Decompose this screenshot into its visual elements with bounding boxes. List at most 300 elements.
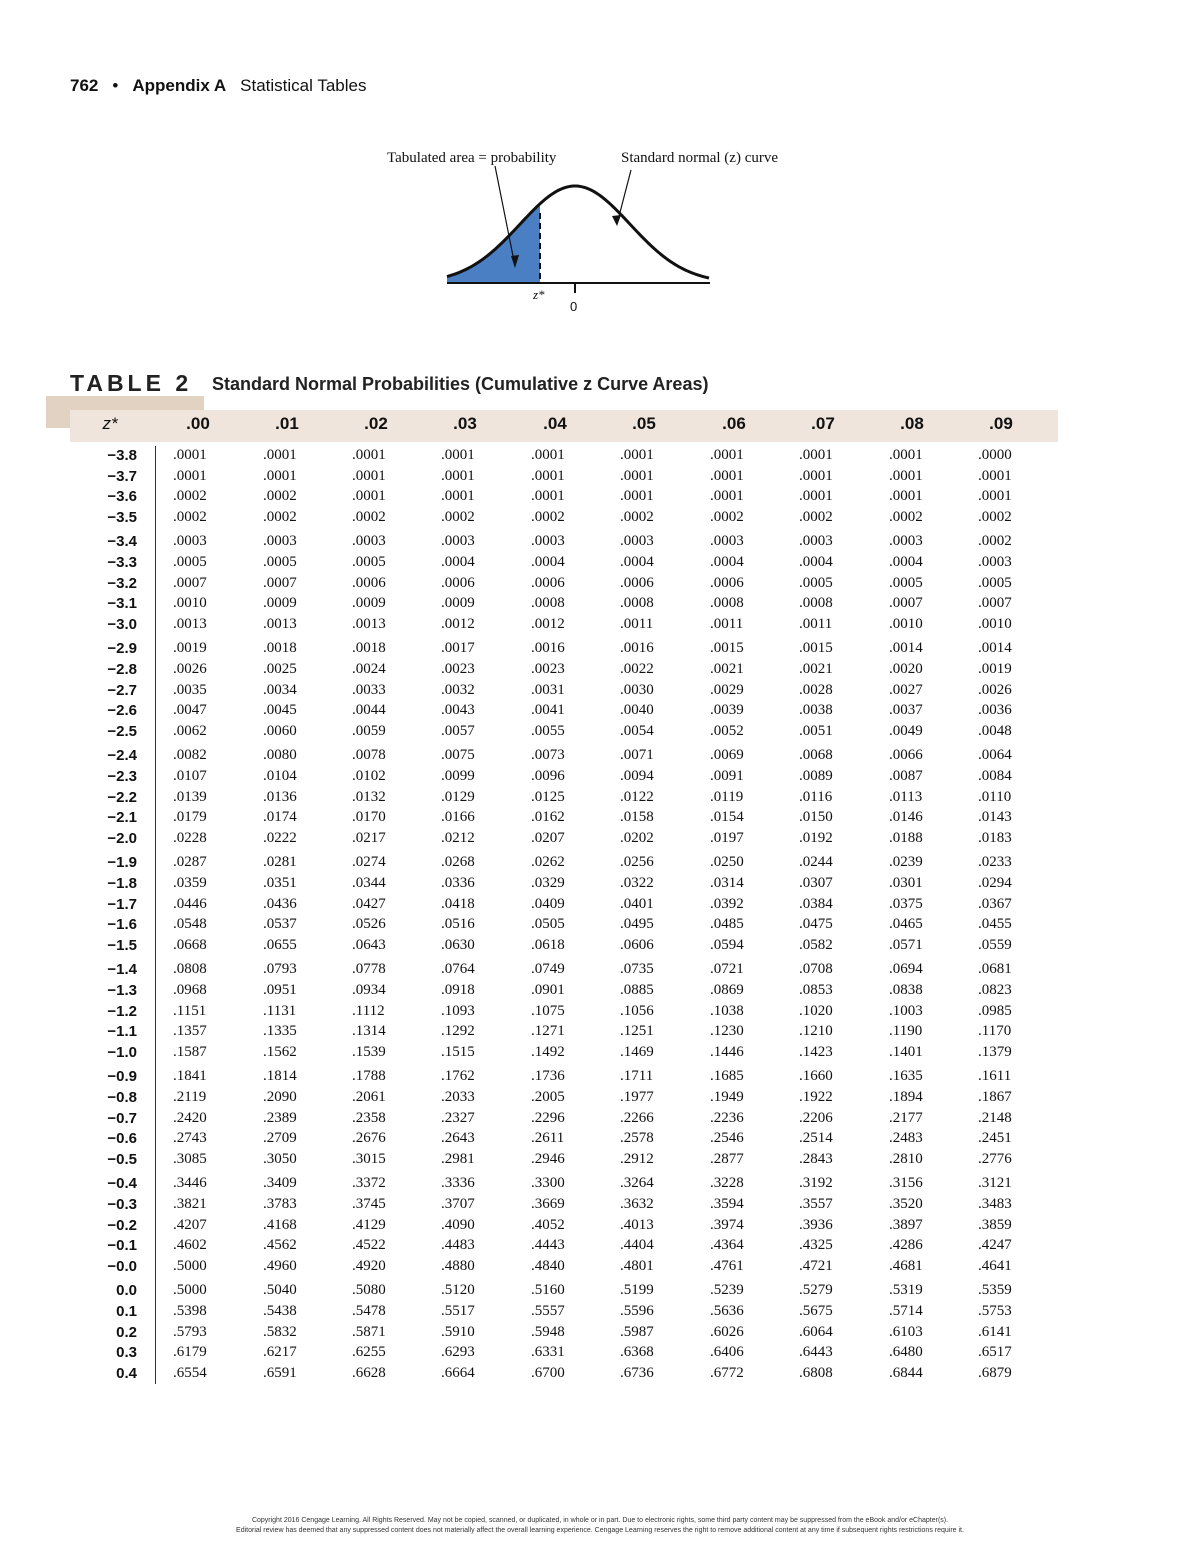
table-cell: .1949: [710, 1089, 744, 1105]
table-cell: .6103: [889, 1323, 923, 1340]
table-cell: .0192: [799, 829, 833, 846]
table-cell: .0005: [799, 574, 833, 591]
table-cell: .0003: [889, 533, 923, 550]
table-cell: .0094: [620, 768, 654, 784]
table-cell: .0001: [889, 488, 923, 505]
table-cell: .2483: [889, 1130, 923, 1147]
table-cell: .5478: [352, 1303, 386, 1319]
z-value-label: −1.9: [107, 854, 137, 872]
table-caption: Standard Normal Probabilities (Cumulative z Curve Areas): [212, 374, 709, 394]
table-cell: .0022: [620, 661, 654, 677]
table-cell: .3897: [889, 1216, 923, 1233]
table-cell: .6808: [799, 1364, 833, 1381]
page-number: 762: [70, 76, 99, 95]
table-cell: .0002: [263, 508, 297, 525]
table-cell: .0122: [620, 788, 654, 805]
table-cell: .0002: [710, 508, 744, 525]
table-cell: .0409: [531, 895, 565, 912]
table-cell: .3156: [889, 1175, 923, 1192]
table-cell: .1814: [263, 1068, 297, 1085]
table-cell: .0015: [799, 640, 833, 657]
table-cell: .0951: [263, 982, 297, 998]
table-cell: .5359: [978, 1282, 1012, 1299]
table-cell: .0075: [441, 747, 475, 764]
table-cell: .0009: [352, 595, 386, 612]
z-value-label: −0.3: [107, 1196, 137, 1213]
z-value-label: −2.7: [107, 681, 137, 699]
table-cell: .0233: [978, 854, 1012, 871]
table-cell: .0001: [441, 467, 475, 484]
table-cell: .0287: [173, 854, 207, 871]
table-cell: .0099: [441, 768, 475, 784]
table-cell: .3974: [710, 1216, 744, 1233]
table-cell: .1075: [531, 1002, 565, 1019]
table-cell: .5832: [263, 1323, 297, 1340]
table-cell: .0571: [889, 936, 923, 953]
table-cell: .0013: [352, 615, 386, 632]
table-cell: .4090: [441, 1216, 475, 1233]
table-cell: .4325: [799, 1237, 833, 1254]
table-cell: .0012: [531, 615, 565, 632]
table-cell: .0559: [978, 936, 1012, 953]
table-cell: .0174: [263, 809, 297, 826]
zstar-label: z*: [533, 287, 545, 302]
table-cell: .2843: [799, 1150, 833, 1167]
table-cell: .6026: [710, 1323, 744, 1340]
table-cell: .0401: [620, 895, 654, 912]
table-cell: .1093: [441, 1002, 475, 1019]
table-cell: .0188: [889, 829, 923, 846]
table-cell: .0384: [799, 895, 833, 912]
table-cell: .0091: [710, 768, 744, 784]
table-cell: .1469: [620, 1043, 654, 1060]
table-cell: .1314: [352, 1023, 386, 1040]
table-cell: .0268: [441, 854, 475, 871]
table-cell: .0475: [799, 916, 833, 933]
table-cell: .0055: [531, 722, 565, 739]
table-cell: .0004: [889, 554, 923, 570]
z-value-label: −2.4: [107, 747, 137, 765]
zero-label: 0: [570, 299, 578, 314]
z-value-label: −1.4: [107, 961, 137, 979]
normal-curve-svg: [385, 148, 815, 323]
table-cell: .2119: [173, 1089, 207, 1105]
z-value-label: −1.5: [107, 936, 137, 954]
table-cell: .6331: [531, 1344, 565, 1361]
table-cell: .0001: [799, 447, 833, 463]
z-value-label: 0.3: [116, 1344, 137, 1362]
table-cell: .1003: [889, 1002, 923, 1019]
table-cell: .0036: [978, 702, 1012, 719]
z-value-label: −1.1: [107, 1023, 137, 1041]
table-cell: .0041: [531, 702, 565, 719]
z-value-label: −0.8: [107, 1089, 137, 1106]
z-column-rule: [155, 446, 156, 1384]
table-cell: .0004: [799, 554, 833, 570]
table-cell: .0495: [620, 916, 654, 933]
table-cell: .2389: [263, 1109, 297, 1126]
table-cell: .4641: [978, 1257, 1012, 1274]
table-cell: .0089: [799, 768, 833, 784]
table-cell: .0013: [263, 615, 297, 632]
table-cell: .5000: [173, 1282, 207, 1299]
z-value-label: −3.5: [107, 508, 137, 526]
table-cell: .3483: [978, 1196, 1012, 1212]
table-cell: .0465: [889, 916, 923, 933]
table-cell: .0051: [799, 722, 833, 739]
table-cell: .0113: [889, 788, 923, 805]
table-cell: .0032: [441, 681, 475, 698]
table-cell: .0006: [620, 574, 654, 591]
table-cell: .1611: [978, 1068, 1012, 1085]
table-cell: .0078: [352, 747, 386, 764]
table-cell: .2420: [173, 1109, 207, 1126]
z-value-label: −1.2: [107, 1002, 137, 1020]
table-cell: .0007: [173, 574, 207, 591]
table-cell: .0009: [441, 595, 475, 612]
table-cell: .0901: [531, 982, 565, 998]
table-cell: .2776: [978, 1150, 1012, 1167]
table-cell: .3409: [263, 1175, 297, 1192]
table-cell: .1539: [352, 1043, 386, 1060]
table-cell: .0010: [889, 615, 923, 632]
table-cell: .3594: [710, 1196, 744, 1212]
table-cell: .0006: [352, 574, 386, 591]
z-value-label: −1.7: [107, 895, 137, 913]
table-title: [70, 370, 709, 397]
table-cell: .4801: [620, 1257, 654, 1274]
table-cell: .0003: [173, 533, 207, 550]
z-value-label: −0.7: [107, 1109, 137, 1127]
table-cell: .1788: [352, 1068, 386, 1085]
column-header: .02: [364, 414, 388, 433]
table-cell: .0035: [173, 681, 207, 698]
table-cell: .0021: [710, 661, 744, 677]
table-cell: .0314: [710, 875, 744, 891]
table-cell: .1685: [710, 1068, 744, 1085]
table-cell: .0582: [799, 936, 833, 953]
table-cell: .0028: [799, 681, 833, 698]
table-cell: .0002: [799, 508, 833, 525]
z-value-label: −2.9: [107, 640, 137, 658]
table-cell: .0001: [620, 467, 654, 484]
table-cell: .0001: [263, 447, 297, 463]
table-cell: .0013: [173, 615, 207, 632]
table-cell: .3085: [173, 1150, 207, 1167]
table-cell: .1867: [978, 1089, 1012, 1105]
table-cell: .0038: [799, 702, 833, 719]
table-cell: .0009: [263, 595, 297, 612]
column-header: .04: [543, 414, 567, 433]
table-cell: .0708: [799, 961, 833, 978]
table-cell: .2061: [352, 1089, 386, 1105]
table-cell: .0073: [531, 747, 565, 764]
table-cell: .0004: [620, 554, 654, 570]
table-cell: .0793: [263, 961, 297, 978]
table-cell: .2611: [531, 1130, 565, 1147]
table-cell: .4013: [620, 1216, 654, 1233]
table-cell: .0344: [352, 875, 386, 891]
table-cell: .3446: [173, 1175, 207, 1192]
table-cell: .5199: [620, 1282, 654, 1299]
table-cell: .0024: [352, 661, 386, 677]
z-value-label: −3.1: [107, 595, 137, 613]
table-cell: .0001: [441, 488, 475, 505]
table-cell: .0037: [889, 702, 923, 719]
z-value-label: −3.0: [107, 615, 137, 633]
table-cell: .0104: [263, 768, 297, 784]
table-cell: .0002: [173, 508, 207, 525]
table-cell: .0005: [173, 554, 207, 570]
table-cell: .2643: [441, 1130, 475, 1147]
table-cell: .0023: [441, 661, 475, 677]
table-cell: .0256: [620, 854, 654, 871]
table-cell: .0217: [352, 829, 386, 846]
table-cell: .5160: [531, 1282, 565, 1299]
table-cell: .0934: [352, 982, 386, 998]
table-cell: .0594: [710, 936, 744, 953]
table-cell: .2877: [710, 1150, 744, 1167]
table-cell: .0119: [710, 788, 744, 805]
table-cell: .0146: [889, 809, 923, 826]
table-cell: .0505: [531, 916, 565, 933]
table-cell: .4247: [978, 1237, 1012, 1254]
table-cell: .2266: [620, 1109, 654, 1126]
table-cell: .0014: [978, 640, 1012, 657]
table-cell: .0010: [173, 595, 207, 612]
table-cell: .3050: [263, 1150, 297, 1167]
table-cell: .1056: [620, 1002, 654, 1019]
table-cell: .3336: [441, 1175, 475, 1192]
table-cell: .5080: [352, 1282, 386, 1299]
table-cell: .0021: [799, 661, 833, 677]
table-cell: .2451: [978, 1130, 1012, 1147]
table-cell: .0016: [620, 640, 654, 657]
table-cell: .0392: [710, 895, 744, 912]
table-cell: .0002: [978, 533, 1012, 550]
table-cell: .1190: [889, 1023, 923, 1040]
z-value-label: −3.2: [107, 574, 137, 592]
table-cell: .0351: [263, 875, 297, 891]
table-cell: .0003: [710, 533, 744, 550]
table-cell: .0007: [978, 595, 1012, 612]
table-cell: .3632: [620, 1196, 654, 1212]
table-cell: .0001: [352, 488, 386, 505]
table-cell: .0003: [441, 533, 475, 550]
table-cell: .5438: [263, 1303, 297, 1319]
column-header: .07: [811, 414, 835, 433]
table-cell: .2206: [799, 1109, 833, 1126]
table-cell: .0008: [710, 595, 744, 612]
table-cell: .2090: [263, 1089, 297, 1105]
table-cell: .1492: [531, 1043, 565, 1060]
area-label: Tabulated area = probability: [387, 150, 557, 166]
table-cell: .0034: [263, 681, 297, 698]
table-cell: .0003: [978, 554, 1012, 570]
table-cell: .0455: [978, 916, 1012, 933]
table-cell: .0166: [441, 809, 475, 826]
table-cell: .0052: [710, 722, 744, 739]
table-cell: .3707: [441, 1196, 475, 1212]
table-cell: .0681: [978, 961, 1012, 978]
table-cell: .0001: [173, 467, 207, 484]
z-value-label: −3.8: [107, 447, 137, 464]
table-cell: .0001: [978, 488, 1012, 505]
table-cell: .0485: [710, 916, 744, 933]
table-cell: .6844: [889, 1364, 923, 1381]
table-cell: .0019: [173, 640, 207, 657]
z-value-label: −0.0: [107, 1257, 137, 1275]
column-header: .01: [275, 414, 299, 433]
table-cell: .0735: [620, 961, 654, 978]
table-cell: .6217: [263, 1344, 297, 1361]
table-cell: .5910: [441, 1323, 475, 1340]
table-cell: .0007: [263, 574, 297, 591]
table-cell: .0548: [173, 916, 207, 933]
table-cell: .6141: [978, 1323, 1012, 1340]
table-cell: .0197: [710, 829, 744, 846]
table-cell: .2236: [710, 1109, 744, 1126]
table-cell: .0001: [263, 467, 297, 484]
table-cell: .0002: [441, 508, 475, 525]
z-value-label: −3.6: [107, 488, 137, 506]
column-header-z: z*: [102, 414, 118, 433]
table-cell: .0001: [710, 467, 744, 484]
table-cell: .6406: [710, 1344, 744, 1361]
table-cell: .0618: [531, 936, 565, 953]
table-cell: .1562: [263, 1043, 297, 1060]
table-cell: .4681: [889, 1257, 923, 1274]
table-cell: .1210: [799, 1023, 833, 1040]
table-cell: .0116: [799, 788, 833, 805]
table-cell: .0080: [263, 747, 297, 764]
table-cell: .2296: [531, 1109, 565, 1126]
table-cell: .0668: [173, 936, 207, 953]
table-cell: .0001: [799, 488, 833, 505]
table-cell: .0004: [531, 554, 565, 570]
column-header: .05: [632, 414, 656, 433]
table-cell: .0033: [352, 681, 386, 698]
table-cell: .0139: [173, 788, 207, 805]
table-cell: .0004: [710, 554, 744, 570]
table-cell: .0001: [531, 467, 565, 484]
table-cell: .0985: [978, 1002, 1012, 1019]
table-cell: .5557: [531, 1303, 565, 1319]
table-cell: .4761: [710, 1257, 744, 1274]
table-cell: .0838: [889, 982, 923, 998]
table-cell: .0062: [173, 722, 207, 739]
table-cell: .0694: [889, 961, 923, 978]
table-cell: .0154: [710, 809, 744, 826]
table-cell: .0040: [620, 702, 654, 719]
table-cell: .2676: [352, 1130, 386, 1147]
table-cell: .4602: [173, 1237, 207, 1254]
table-cell: .0436: [263, 895, 297, 912]
table-cell: .0054: [620, 722, 654, 739]
table-cell: .1446: [710, 1043, 744, 1060]
table-cell: .0006: [531, 574, 565, 591]
table-cell: .0222: [263, 829, 297, 846]
table-cell: .0102: [352, 768, 386, 784]
table-cell: .1020: [799, 1002, 833, 1019]
table-cell: .1357: [173, 1023, 207, 1040]
table-cell: .4880: [441, 1257, 475, 1274]
table-cell: .5279: [799, 1282, 833, 1299]
table-cell: .6179: [173, 1344, 207, 1361]
curve-label: Standard normal (z) curve: [621, 150, 779, 166]
table-cell: .0918: [441, 982, 475, 998]
table-cell: .5239: [710, 1282, 744, 1299]
table-cell: .1271: [531, 1023, 565, 1040]
table-cell: .0606: [620, 936, 654, 953]
table-cell: .6554: [173, 1364, 207, 1381]
table-cell: .0001: [799, 467, 833, 484]
table-cell: .3783: [263, 1196, 297, 1212]
table-cell: .1762: [441, 1068, 475, 1085]
table-cell: .0202: [620, 829, 654, 846]
table-cell: .4404: [620, 1237, 654, 1254]
z-value-label: −0.4: [107, 1175, 137, 1193]
table-cell: .0132: [352, 788, 386, 805]
table-cell: .3821: [173, 1196, 207, 1212]
table-cell: .4286: [889, 1237, 923, 1254]
table-cell: .0367: [978, 895, 1012, 912]
table-cell: .0212: [441, 829, 475, 846]
table-cell: .1151: [173, 1002, 207, 1019]
table-cell: .5714: [889, 1303, 923, 1319]
z-value-label: 0.1: [116, 1303, 137, 1320]
table-cell: .0250: [710, 854, 744, 871]
table-cell: .6517: [978, 1344, 1012, 1361]
table-cell: .5517: [441, 1303, 475, 1319]
table-cell: .1423: [799, 1043, 833, 1060]
table-cell: .0336: [441, 875, 475, 891]
copyright-line-2: Editorial review has deemed that any suppressed content does not materially affect the overall learning experience. Cengage Learning reserves the right to remove additional content at any time if subsequent rights restrictions require it.: [236, 1527, 964, 1534]
table-cell: .0017: [441, 640, 475, 657]
table-label: TABLE 2: [70, 370, 193, 396]
table-cell: .0516: [441, 916, 475, 933]
table-cell: .0427: [352, 895, 386, 912]
table-cell: .0005: [263, 554, 297, 570]
table-cell: .6443: [799, 1344, 833, 1361]
z-value-label: −2.6: [107, 702, 137, 720]
table-cell: .0005: [978, 574, 1012, 591]
table-cell: .0047: [173, 702, 207, 719]
table-cell: .5987: [620, 1323, 654, 1340]
table-cell: .0418: [441, 895, 475, 912]
table-cell: .1292: [441, 1023, 475, 1040]
table-cell: .0057: [441, 722, 475, 739]
z-value-label: −0.5: [107, 1150, 137, 1168]
z-value-label: −2.0: [107, 829, 137, 847]
z-value-label: −1.3: [107, 982, 137, 999]
table-cell: .1038: [710, 1002, 744, 1019]
table-cell: .0179: [173, 809, 207, 826]
table-cell: .3015: [352, 1150, 386, 1167]
table-cell: .2743: [173, 1130, 207, 1147]
table-cell: .0262: [531, 854, 565, 871]
table-cell: .1251: [620, 1023, 654, 1040]
table-cell: .0003: [352, 533, 386, 550]
table-cell: .5793: [173, 1323, 207, 1340]
table-cell: .4483: [441, 1237, 475, 1254]
table-cell: .0001: [889, 467, 923, 484]
table-cell: .5000: [173, 1257, 207, 1274]
table-cell: .0001: [531, 447, 565, 463]
table-cell: .0749: [531, 961, 565, 978]
column-header: .06: [722, 414, 746, 433]
table-cell: .0066: [889, 747, 923, 764]
